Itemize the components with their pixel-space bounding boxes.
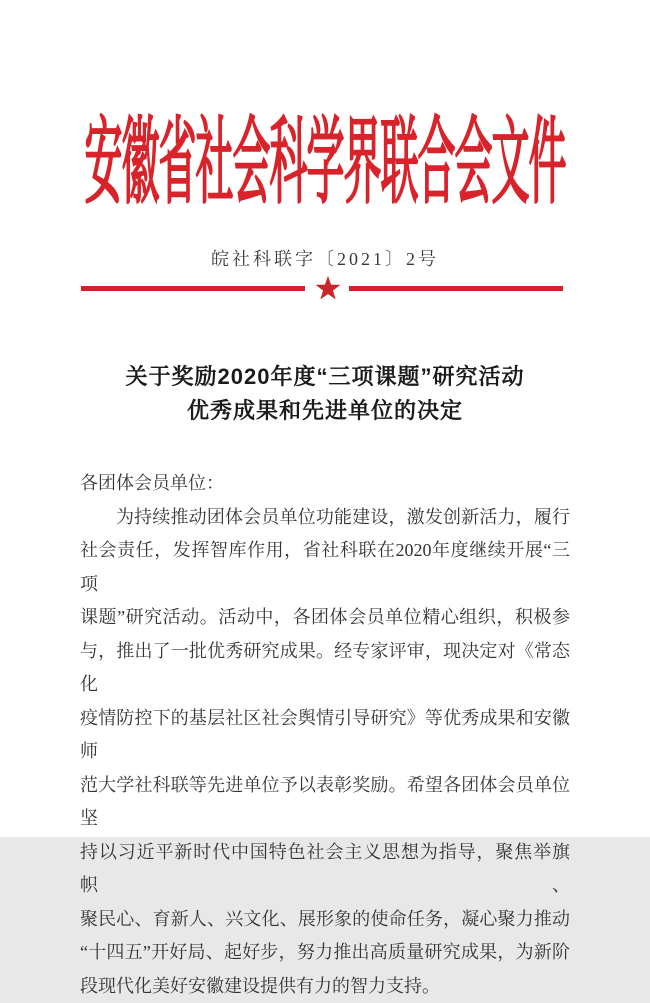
document-body: [80, 467, 570, 1003]
document-title-line-1: 关于奖励2020年度“三项课题”研究活动: [0, 360, 650, 394]
document-title-line-2: 优秀成果和先进单位的决定: [0, 394, 650, 428]
body-line: 范大学社科联等先进单位予以表彰奖励。希望各团体会员单位坚: [80, 769, 570, 836]
document-title: [0, 360, 650, 428]
red-letterhead-title: 安徽省社会科学界联合会文件: [0, 117, 650, 212]
body-line: 段现代化美好安徽建设提供有力的智力支持。: [80, 970, 570, 1003]
divider-line-left: [81, 286, 305, 291]
body-line: 课题”研究活动。活动中，各团体会员单位精心组织，积极参: [80, 601, 570, 635]
document-number: 皖社科联字〔2021〕2号: [0, 245, 650, 271]
body-line: 疫情防控下的基层社区社会舆情引导研究》等优秀成果和安徽师: [80, 702, 570, 769]
divider-line-right: [349, 286, 563, 291]
salutation: 各团体会员单位：: [80, 467, 570, 501]
star-icon: [315, 274, 341, 302]
red-divider: [81, 273, 563, 303]
body-line: 与，推出了一批优秀研究成果。经专家评审，现决定对《常态化: [80, 635, 570, 702]
body-line: 为持续推动团体会员单位功能建设，激发创新活力，履行: [80, 501, 570, 535]
body-line: “十四五”开好局、起好步，努力推出高质量研究成果，为新阶: [80, 936, 570, 970]
body-line: 社会责任，发挥智库作用，省社科联在2020年度继续开展“三项: [80, 534, 570, 601]
body-line: 持以习近平新时代中国特色社会主义思想为指导，聚焦举旗帜、: [80, 836, 570, 903]
body-line: 聚民心、育新人、兴文化、展形象的使命任务，凝心聚力推动: [80, 903, 570, 937]
